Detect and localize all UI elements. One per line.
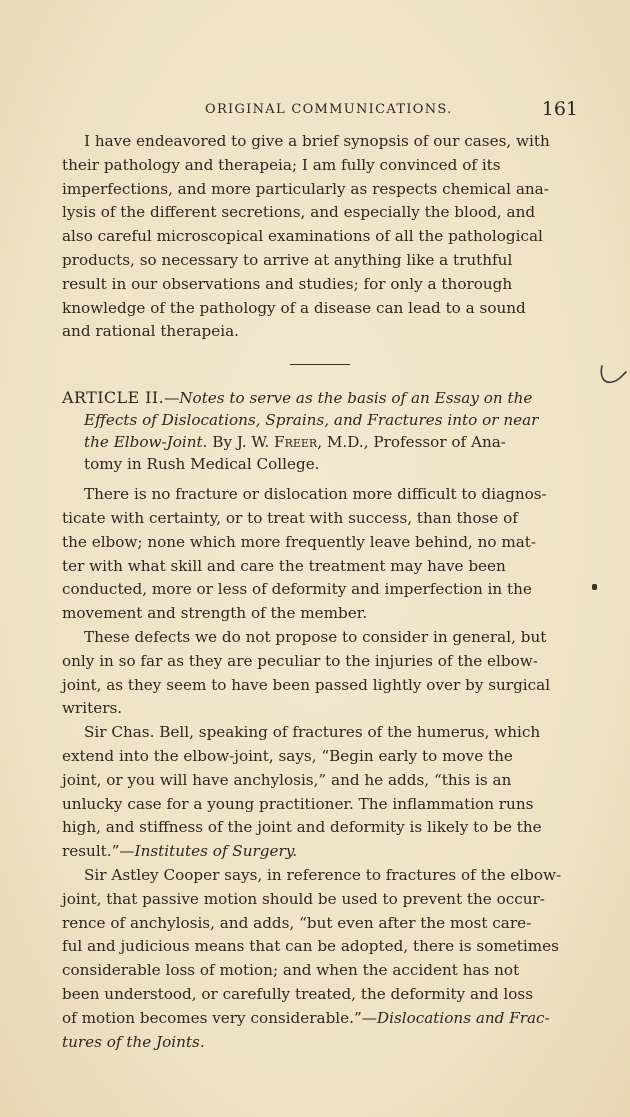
text-line: Sir Astley Cooper says, in reference to fractures of the elbow-: [84, 865, 562, 884]
text-line: and rational therapeia.: [62, 322, 239, 341]
paragraph-3: [62, 626, 578, 721]
text-line: only in so far as they are peculiar to the injuries of the elbow-: [62, 651, 538, 670]
text-line: lysis of the different secretions, and especially the blood, and: [62, 203, 536, 222]
text-line: result in our observations and studies; for only a thorough: [62, 274, 513, 293]
intro-paragraph: [62, 130, 578, 344]
text-line: products, so necessary to arrive at anything like a truthful: [62, 250, 513, 269]
article-title-line-1: Notes to serve as the basis of an Essay on the: [179, 389, 533, 408]
article-title-line-3: the Elbow-Joint.: [84, 433, 208, 452]
text-line: knowledge of the pathology of a disease can lead to a sound: [62, 298, 526, 317]
text-line: the elbow; none which more frequently leave behind, no mat-: [62, 532, 537, 551]
text-line: ticate with certainty, or to treat with success, than those of: [62, 508, 518, 527]
text-line: These defects we do not propose to consider in general, but: [84, 627, 547, 646]
author-name: Freer: [274, 433, 318, 452]
ink-spot: [592, 584, 597, 590]
page-body: [62, 130, 578, 1054]
running-head: ORIGINAL COMMUNICATIONS.: [205, 102, 453, 117]
text-line: result.”—: [62, 842, 135, 861]
text-line: conducted, more or less of deformity and imperfection in the: [62, 580, 532, 599]
paragraph-2: [62, 483, 578, 626]
text-line: joint, as they seem to have been passed lightly over by surgical: [62, 675, 551, 694]
page-number: 161: [541, 98, 578, 120]
citation: Institutes of Surgery.: [134, 842, 298, 861]
article-title-line-2: Effects of Dislocations, Sprains, and Fractures into or near: [84, 411, 539, 430]
citation: tures of the Joints.: [62, 1032, 205, 1051]
author-affiliation: tomy in Rush Medical College.: [84, 455, 320, 474]
text-line: joint, that passive motion should be used to prevent the occur-: [62, 889, 545, 908]
text-line: writers.: [62, 699, 123, 718]
article-heading: [62, 387, 578, 475]
text-line: I have endeavored to give a brief synopsis of our cases, with: [84, 132, 550, 150]
text-line: also careful microscopical examinations of all the pathological: [62, 227, 543, 246]
pencil-mark-icon: [598, 362, 628, 388]
text-line: ter with what skill and care the treatment may have been: [62, 556, 506, 575]
page-header: [62, 98, 578, 126]
paragraph-5: [62, 864, 578, 1054]
text-line: extend into the elbow-joint, says, “Begin early to move the: [62, 746, 513, 765]
article-label: ARTICLE II.: [62, 388, 165, 408]
article-by: By J. W.: [207, 433, 275, 452]
text-line: Sir Chas. Bell, speaking of fractures of the humerus, which: [84, 723, 541, 742]
text-line: ful and judicious means that can be adopted, there is sometimes: [62, 937, 559, 956]
text-line: of motion becomes very considerable.”—: [62, 1008, 377, 1027]
text-line: unlucky case for a young practitioner. The inflammation runs: [62, 794, 534, 813]
text-line: There is no fracture or dislocation more difficult to diagnos-: [84, 485, 547, 504]
text-line: their pathology and therapeia; I am fully convinced of its: [62, 155, 501, 174]
citation: Dislocations and Frac-: [376, 1008, 550, 1027]
article-dash: —: [164, 389, 180, 408]
text-line: rence of anchylosis, and adds, “but even after the most care-: [62, 913, 532, 932]
text-line: been understood, or carefully treated, the deformity and loss: [62, 984, 534, 1003]
text-line: high, and stiffness of the joint and deformity is likely to be the: [62, 818, 542, 837]
author-credentials: , M.D., Professor of Ana-: [317, 433, 506, 452]
section-divider: [290, 364, 350, 365]
paragraph-4: [62, 721, 578, 864]
text-line: joint, or you will have anchylosis,” and he adds, “this is an: [62, 770, 512, 789]
text-line: imperfections, and more particularly as respects chemical ana-: [62, 179, 549, 198]
text-line: considerable loss of motion; and when the accident has not: [62, 961, 520, 980]
text-line: movement and strength of the member.: [62, 604, 368, 623]
